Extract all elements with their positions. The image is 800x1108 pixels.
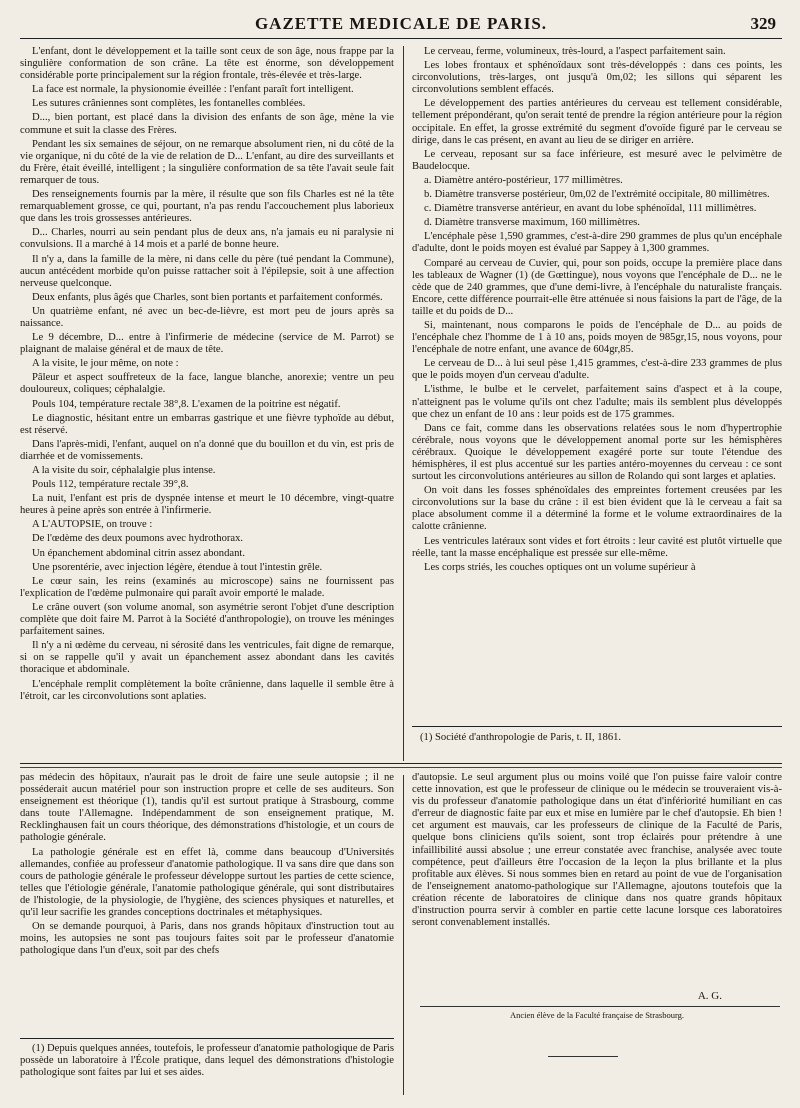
paragraph: D..., bien portant, est placé dans la division des enfants de son âge, mène la vie commune et suit la classe des Frères. — [20, 112, 394, 136]
paragraph: Des renseignements fournis par la mère, il résulte que son fils Charles est né la tête remarquablement grosse, ce qui, pourtant, n'a pas rendu l'accouchement plus laborieux que dans les trois grossesses antérieures. — [20, 189, 394, 225]
paragraph: A la visite, le jour même, on note : — [32, 358, 179, 370]
paragraph: Dans ce fait, comme dans les observations relatées sous le nom d'hypertrophie cérébrale, nous voyons que le développement anomal porte sur les hémisphères cérébraux. Quoique le développement exagéré porte sur toute l'étendue des hémisphères, il est plus accentué sur les parties antéro-moyennes du cerveau : ce sont surtout les circonvolutions antérieures au sillon de Rolando qui sont larges et aplaties. — [412, 422, 782, 483]
paragraph: Les lobes frontaux et sphénoïdaux sont très-développés : dans ces points, les circonvolutions, très-larges, ont jusqu'à 0m,02; les sillons qui séparent les circonvolutions semblent effacés. — [412, 60, 782, 96]
column-divider-top — [403, 46, 404, 761]
paragraph: Pouls 112, température rectale 39°,8. — [32, 479, 189, 491]
author-initials: A. G. — [697, 990, 722, 1002]
column-2 — [412, 46, 782, 720]
paragraph: c. Diamètre transverse antérieur, en avant du lobe sphénoïdal, 111 millimètres. — [424, 203, 757, 215]
paragraph: Les corps striés, les couches optiques ont un volume supérieur à — [424, 561, 696, 573]
paragraph: Il n'y a, dans la famille de la mère, ni dans celle du père (tué pendant la Commune), aucun antécédent morbide qu'on puisse rattacher soit à l'épilepsie, soit à une affection nerveuse quelconque. — [20, 253, 394, 289]
column-3 — [20, 772, 394, 1034]
paragraph: Le cerveau, ferme, volumineux, très-lourd, a l'aspect parfaitement sain. — [424, 46, 726, 57]
paragraph: Le cerveau, reposant sur sa face inférieure, est mesuré avec le pelvimètre de Baudelocque. — [412, 148, 782, 172]
section-rule — [20, 763, 782, 764]
paragraph: La face est normale, la physionomie éveillée : l'enfant paraît fort intelligent. — [32, 84, 354, 96]
paragraph: Le 9 décembre, D... entre à l'infirmerie de médecine (service de M. Parrot) se plaignant de malaise général et de maux de tête. — [20, 332, 394, 356]
paragraph: Dans l'après-midi, l'enfant, auquel on n'a donné que du bouillon et du vin, est pris de diarrhée et de vomissements. — [20, 438, 394, 462]
paragraph: A L'AUTOPSIE, on trouve : — [32, 519, 153, 531]
paragraph: Une psorentérie, avec injection légère, étendue à tout l'intestin grêle. — [32, 561, 323, 573]
section-rule — [20, 767, 782, 768]
paragraph: a. Diamètre antéro-postérieur, 177 millimètres. — [424, 174, 623, 186]
paragraph: Pâleur et aspect souffreteux de la face, langue blanche, anorexie; ventre un peu douloureux, coliques; céphalalgie. — [20, 372, 394, 396]
end-rule — [548, 1056, 618, 1057]
paragraph: Le cerveau de D... à lui seul pèse 1,415 grammes, c'est-à-dire 233 grammes de plus que le poids moyen d'un cerveau d'adulte. — [412, 358, 782, 382]
paragraph: Le crâne ouvert (son volume anomal, son asymétrie seront l'objet d'une description complète que doit faire M. Parrot à la Société d'anthropologie), on trouve les méninges parfaitement saines. — [20, 601, 394, 638]
page-header — [20, 8, 782, 39]
paragraph: De l'œdème des deux poumons avec hydrothorax. — [32, 533, 244, 545]
footnote-rule — [412, 726, 782, 727]
paragraph: Le développement des parties antérieures du cerveau est tellement considérable, tellement prépondérant, qu'on serait tenté de prendre la région antérieure pour la région occipitale. En effet, la grosse extrémité du segment d'ovoïde figuré par le cerveau se dirige, dans le cas présent, en avant au lieu de se diriger en arrière. — [412, 98, 782, 146]
footnote-block — [20, 1043, 394, 1079]
paragraph: On voit dans les fosses sphénoïdales des empreintes fortement creusées par les circonvolutions sur la base du crâne : il est bien évident que là le cerveau a fait sa place absolument comme il a déterminé la forme et le volume extraordinaires de la calotte crânienne. — [412, 485, 782, 533]
signature-block — [412, 990, 782, 1002]
paragraph: b. Diamètre transverse postérieur, 0m,02 de l'extrémité occipitale, 80 millimètres. — [424, 189, 770, 201]
paragraph: Le cœur sain, les reins (examinés au microscope) sains ne fournissent pas l'explication de l'œdème pulmonaire qui paraît avoir emporté le malade. — [20, 575, 394, 599]
column-4 — [412, 772, 782, 984]
paragraph: La pathologie générale est en effet là, comme dans beaucoup d'Universités allemandes, confiée au professeur d'anatomie pathologique. Il va sans dire que dans son cours de pathologie générale le professeur développe surtout les parties de cette science, telles que l'étiologie générale, l'anatomie pathologique générale, qui sont distributaires de l'histologie, de la physiologie, de l'hygiène, des sciences physiques et naturelles, et qu'il leur sacrifie les grandes conceptions doctrinales et métaphysiques. — [20, 846, 394, 919]
paragraph: Les ventricules latéraux sont vides et fort étroits : leur cavité est plutôt virtuelle que réelle, tant la masse encéphalique est pressée sur elle-même. — [412, 535, 782, 559]
page-number: 329 — [750, 14, 776, 33]
paragraph: pas médecin des hôpitaux, n'aurait pas le droit de faire une seule autopsie ; il ne posséderait aucun matériel pour son instruction propre et celle de ses auditeurs. Son enseignement est théorique (1), tandis qu'il est surtout pratique à Strasbourg, comme dans toute l'Allemagne. Indépendamment de son enseignement pratique, M. Recklinghausen fait un cours théorique, des démonstrations d'histologie, et un cours de pathologie générale. — [20, 772, 394, 844]
paragraph: d'autopsie. Le seul argument plus ou moins voilé que l'on puisse faire valoir contre cette innovation, est que le professeur de clinique ou le médecin se trouveraient vis-à-vis du professeur d'anatomie pathologique dans un état d'infériorité humiliant en cas d'erreur de diagnostic faite par eux et mise en lumière par le chef d'autopsie. Eh bien ! cet argument est mauvais, car les professeurs de clinique de la Faculté de Paris, quelque bons cliniciens qu'ils soient, sont trop éclairés pour prétendre à une infaillibilité aussi absolue ; une erreur constatée avec franchise, analysée avec toute compétence, peut d'ailleurs être l'occasion de la leçon la plus brillante et la plus profitable aux élèves. Si nous sommes bien en retard au point de vue de l'organisation de l'enseignement anatomo-pathologique sur l'Allemagne, ajoutons toutefois que la création récente de laboratoires de clinique dans nos quatre grands hôpitaux d'instruction pourra servir à combler en partie cette lacune lorsque ces laboratoires seront convenablement installés. — [412, 772, 782, 929]
paragraph: L'encéphale remplit complètement la boîte crânienne, dans laquelle il semble être à l'étroit, car les circonvolutions sont aplaties. — [20, 678, 394, 702]
signature-rule — [420, 1006, 780, 1007]
paragraph: L'encéphale pèse 1,590 grammes, c'est-à-dire 290 grammes de plus qu'un encéphale d'adulte, dont le poids moyen est évalué par Sappey à 1,300 grammes. — [412, 231, 782, 255]
paragraph: Pouls 104, température rectale 38°,8. L'examen de la poitrine est négatif. — [32, 398, 341, 410]
paragraph: Deux enfants, plus âgés que Charles, sont bien portants et parfaitement conformés. — [32, 291, 383, 303]
paragraph: Si, maintenant, nous comparons le poids de l'encéphale de D... au poids de l'encéphale chez l'homme de 1 à 10 ans, poids moyen de 985gr,15, nous voyons, pour l'encéphale de notre enfant, une avance de 604gr,85. — [412, 319, 782, 356]
paragraph: L'isthme, le bulbe et le cervelet, parfaitement sains d'aspect et à la coupe, n'atteignent pas le volume qu'ils ont chez l'adulte; mais ils semblent plus développés que chez un enfant de 10 ans : leur poids est de 175 grammes. — [412, 384, 782, 420]
paragraph: Pendant les six semaines de séjour, on ne remarque absolument rien, ni du côté de la vie organique, ni du côté de la vie de relation de D... L'enfant, au dire des surveillants et du Frère, était éveillé, intelligent ; la singulière conformation de sa tête l'avait seule fait remarquer de tous. — [20, 138, 394, 186]
paragraph: D... Charles, nourri au sein pendant plus de deux ans, n'a jamais eu ni paralysie ni convulsions. Il a marché à 14 mois et a parlé de bonne heure. — [20, 227, 394, 251]
paragraph: Un quatrième enfant, né avec un bec-de-lièvre, est mort peu de jours après sa naissance. — [20, 305, 394, 329]
paragraph: Le diagnostic, hésitant entre un embarras gastrique et une fièvre typhoïde au début, est réservé. — [20, 412, 394, 436]
footnote-rule — [20, 1038, 394, 1039]
author-affiliation: Ancien élève de la Faculté française de Strasbourg. — [509, 1010, 685, 1020]
journal-title: GAZETTE MEDICALE DE PARIS. — [254, 14, 548, 33]
paragraph: Comparé au cerveau de Cuvier, qui, pour son poids, occupe la première place dans les tableaux de Wagner (1) (de Gœttingue), nous voyons que l'encéphale de D... ne le cède que de 240 grammes, que d'une demi-livre, à l'encéphale du naturaliste français. Encore, cette différence pourrait-elle être atténuée si nous faisions la part de l'âge, de la taille et du poids de D... — [412, 257, 782, 317]
paragraph: d. Diamètre transverse maximum, 160 millimètres. — [424, 217, 640, 229]
paragraph: La nuit, l'enfant est pris de dyspnée intense et meurt le 10 décembre, vingt-quatre heures à peine après son entrée à l'infirmerie. — [20, 493, 394, 517]
footnote: (1) Société d'anthropologie de Paris, t. II, 1861. — [420, 732, 622, 743]
paragraph: On se demande pourquoi, à Paris, dans nos grands hôpitaux d'instruction tout au moins, les autopsies ne sont pas toujours faites soit par le professeur d'anatomie pathologique dans l'un d'eux, soit par des chefs — [20, 921, 394, 957]
paragraph: Il n'y a ni œdème du cerveau, ni sérosité dans les ventricules, fait digne de remarque, si on se rappelle qu'il y avait un épanchement assez abondant dans les cavités thoracique et abdominale. — [20, 640, 394, 676]
footnote: (1) Depuis quelques années, toutefois, le professeur d'anatomie pathologique de Paris possède un laboratoire à l'École pratique, dans lequel des démonstrations d'histologie pathologique sont faites par lui et ses aides. — [20, 1043, 394, 1078]
column-1 — [20, 46, 394, 758]
paragraph: Les sutures crâniennes sont complètes, les fontanelles comblées. — [32, 98, 306, 110]
paragraph: L'enfant, dont le développement et la taille sont ceux de son âge, nous frappe par la singulière conformation de son crâne. La tête est énorme, son développement considérable porte principalement sur la région frontale, très-élevée et très-large. — [20, 46, 394, 82]
paragraph: A la visite du soir, céphalalgie plus intense. — [32, 465, 216, 476]
column-divider-bottom — [403, 775, 404, 1095]
paragraph: Un épanchement abdominal citrin assez abondant. — [32, 547, 245, 559]
